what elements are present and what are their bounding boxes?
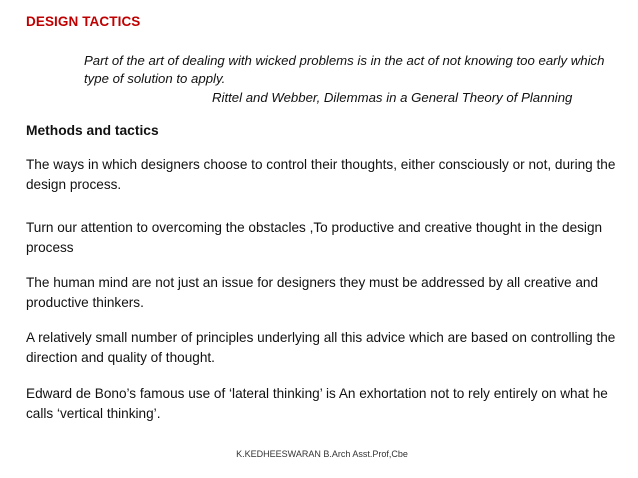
quote-text: Part of the art of dealing with wicked problems is in the act of not knowing too early which type of solution to apply. [84, 53, 605, 86]
paragraph-3: The human mind are not just an issue for designers they must be addressed by all creative and productive thinkers. [26, 275, 599, 310]
paragraph-1: The ways in which designers choose to control their thoughts, either consciously or not, during the design process. [26, 157, 616, 192]
paragraph-4: A relatively small number of principles underlying all this advice which are based on controlling the direction and quality of thought. [26, 330, 616, 365]
footer-credit: K.KEDHEESWARAN B.Arch Asst.Prof,Cbe [236, 449, 408, 459]
section-heading: Methods and tactics [26, 123, 159, 138]
slide-title: DESIGN TACTICS [26, 14, 141, 29]
paragraph-2: Turn our attention to overcoming the obstacles ,To productive and creative thought in the design process [26, 220, 603, 255]
quote-source: Rittel and Webber, Dilemmas in a General Theory of Planning [212, 90, 573, 105]
paragraph-5: Edward de Bono’s famous use of ‘lateral thinking’ is An exhortation not to rely entirely on what he calls ‘vertical thinking’. [26, 386, 608, 421]
